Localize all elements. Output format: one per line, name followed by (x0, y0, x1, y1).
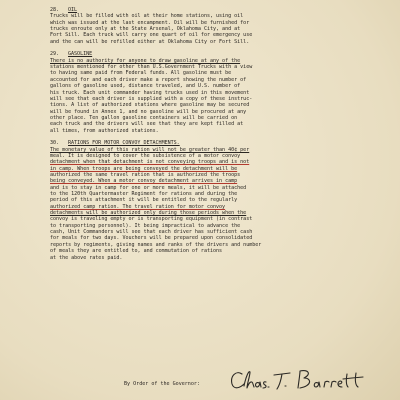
body-line: convoy is traveling empty or is transporting equipment (in contrast (50, 216, 253, 223)
section-oil (50, 7, 392, 45)
body-line: authorized the same travel ration that is authorized the troops (50, 172, 241, 179)
section-title: RATIONS FOR MOTOR CONVOY DETACHMENTS. (68, 140, 180, 147)
body-line: other place. Ten gallon gasoline containers will be carried on (50, 114, 238, 121)
body-line: and the can will be refilled either at Oklahoma City or Fort Sill. (50, 38, 250, 45)
body-line: all times, from authorized stations. (50, 127, 159, 134)
body-line: stations mentioned for other than U.S.Government Trucks with a view (50, 64, 253, 71)
section-title: GASOLINE (68, 51, 93, 58)
body-line: which was issued at the last encampment. Oil will be furnished for (50, 19, 250, 26)
body-line: being conveyed. When a motor convoy detachment arrives in camp (50, 178, 238, 185)
body-line: Fort Sill. Each truck will carry one quart of oil for emergency use (50, 32, 253, 39)
body-line: period of this attachment it will be entitled to the regularly (50, 197, 238, 204)
order-line: By Order of the Governor: (124, 381, 200, 387)
body-line: detachments will be authorized only during those periods when the (50, 210, 247, 217)
body-line: his truck. Each unit commander having trucks used in this movement (50, 89, 250, 96)
body-line: tions. A list of authorized stations where gasoline may be secured (50, 102, 250, 109)
body-line: to the 120th Quartermaster Regiment for rations and during the (50, 191, 238, 198)
section-number: 29. (50, 51, 60, 58)
body-line: in camp. When troops are being conveyed the detachment will be (50, 165, 238, 172)
body-line: and is to stay in camp for one or more meals, it will be attached (50, 184, 247, 191)
body-line: to having same paid from Federal funds. All gasoline must be (50, 70, 232, 77)
body-line: each truck and the drivers will see that they are kept filled at (50, 121, 244, 128)
section-rations (50, 140, 392, 261)
section-title: OIL (68, 7, 78, 13)
body-line: gallons of gasoline used, distance traveled, and U.S. number of (50, 83, 241, 90)
body-line: The monetary value of this ration will not be greater than 40¢ per (50, 146, 250, 153)
document-body (50, 7, 392, 267)
section-number: 30. (50, 140, 60, 147)
body-line: to transporting personnel). It being impractical to advance the (50, 222, 241, 229)
body-line: reports by regiments, giving names and ranks of the drivers and number (50, 241, 262, 248)
body-line: of meals they are entitled to, and commutation of rations (50, 248, 223, 255)
body-line: will be found in Annex 1, and no gasoline will be procured at any (50, 108, 247, 115)
body-line: accounted for and each driver make a report showing the number of (50, 76, 247, 83)
section-gasoline (50, 51, 392, 133)
handwritten-signature (228, 366, 400, 396)
body-line: Trucks will be filled with oil at their home stations, using oil (50, 13, 244, 20)
body-line: will see that each driver is supplied with a copy of these instruc- (50, 95, 253, 102)
body-line: authorized camp ration. The travel ration for motor convoy (50, 203, 226, 210)
body-line: There is no authority for anyone to draw gasoline at any of the (50, 57, 241, 64)
body-line: trucks enroute only at the State Arsenal, Oklahoma City, and at (50, 26, 241, 33)
body-line: detachment when that detachment is not conveying troops and is not (50, 159, 250, 166)
body-line: for meals for two days. Vouchers will be prepared upon consolidated (50, 235, 253, 242)
body-line: meal. It is designed to cover the subsistence of a motor convoy (50, 153, 241, 159)
body-line: cash, Unit Commanders will see that each driver has sufficient cash (50, 229, 253, 236)
section-number: 28. (50, 7, 60, 13)
body-line: at the above rates paid. (50, 254, 123, 261)
